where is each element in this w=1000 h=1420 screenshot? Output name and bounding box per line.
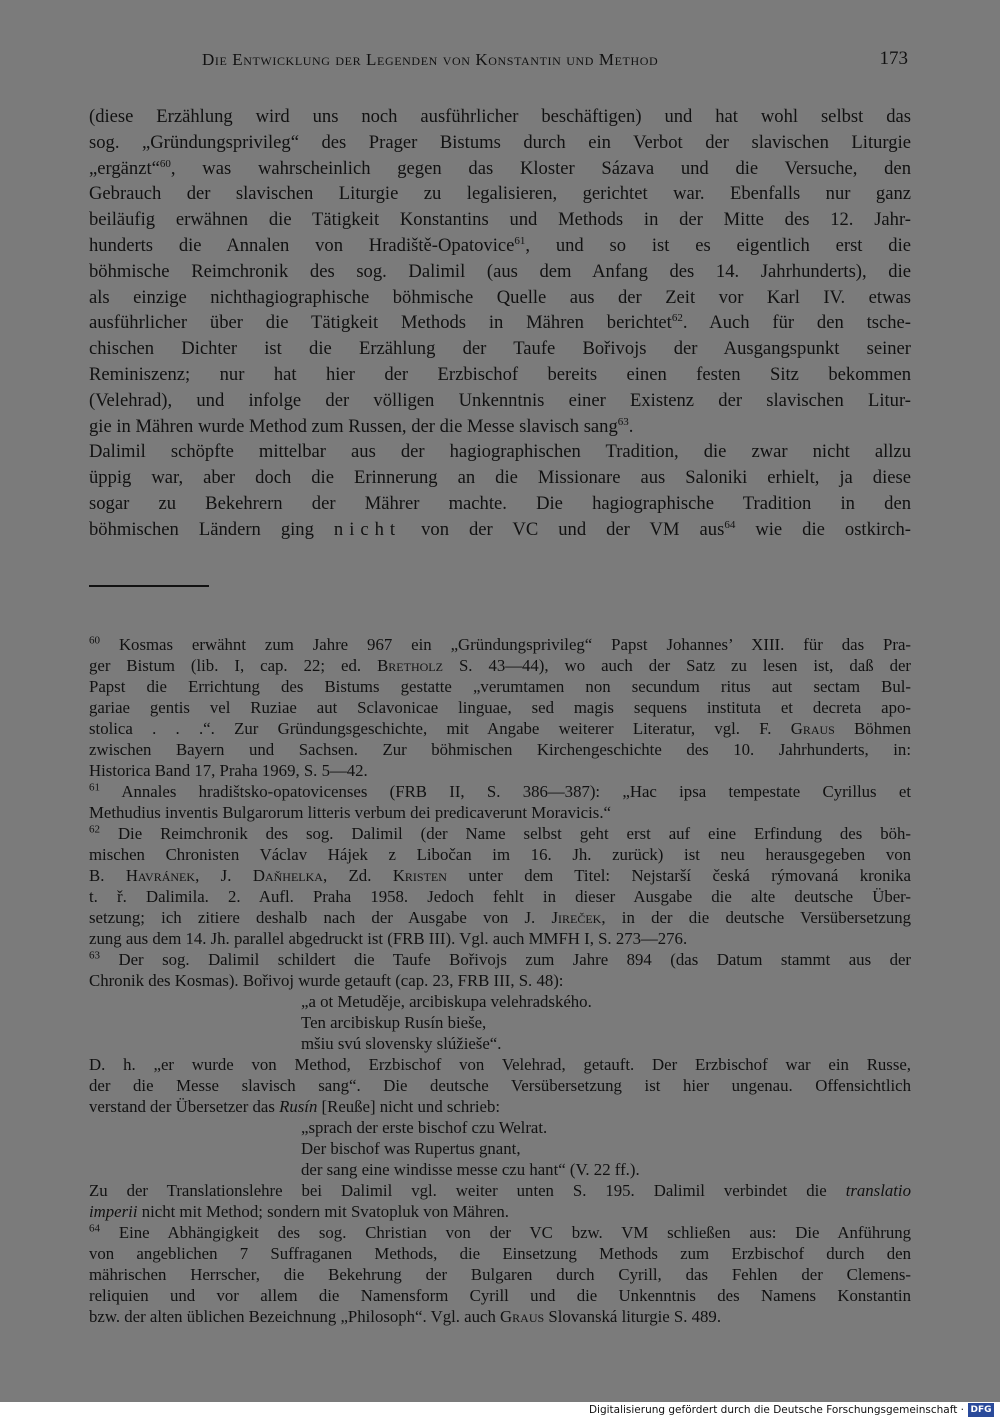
note-line: ger Bistum (lib. I, cap. 22; ed. Bretholz S. 43—44), wo auch der Satz zu lesen ist, daß der	[89, 656, 912, 675]
footnote-number: 60	[89, 634, 100, 647]
text-line: sogar zu Bekehrern der Mährer machte. Die hagiographische Tradition in den	[89, 492, 911, 514]
footnote-number: 64	[89, 1222, 100, 1235]
funding-note: Digitalisierung gefördert durch die Deutsche Forschungsgemeinschaft ·	[588, 1404, 964, 1416]
footnote-number: 63	[89, 949, 100, 962]
footnote-number: 62	[89, 823, 100, 836]
paragraph-1	[89, 104, 911, 439]
text-line: „ergänzt“$^{60}$, was wahrscheinlich gegen das Kloster Sázava und die Versuche, den	[89, 157, 911, 179]
note-line: imperii nicht mit Method; sondern mit Svatopluk von Mähren.	[89, 1202, 509, 1221]
note-line: von angeblichen 7 Suffraganen Methods, die Einsetzung Methods zum Erzbischof durch den	[89, 1244, 911, 1263]
footnote-62	[89, 823, 911, 949]
footnote-ref[interactable]: 60	[159, 157, 171, 170]
main-text	[89, 104, 911, 543]
text-line: hunderts die Annalen von Hradiště-Opatovice$^{61}$, und so ist es eigentlich erst die	[89, 234, 911, 256]
running-header	[180, 48, 910, 74]
text-line: (diese Erzählung wird uns noch ausführlicher beschäftigen) und hat wohl selbst das	[89, 106, 911, 127]
page-number: 173	[879, 48, 908, 69]
text-line: Dalimil schöpfte mittelbar aus der hagiographischen Tradition, die zwar nicht allzu	[89, 441, 911, 463]
note-line: B. Havránek, J. Daňhelka, Zd. Kristen unter dem Titel: Nejstarší česká rýmovaná kronika	[89, 866, 911, 885]
dfg-logo: DFG	[968, 1403, 994, 1417]
note-line: gariae gentis vel Ruziae aut Sclavonicae linguae, sed magis sequens instituta et decreta apo-	[89, 698, 911, 717]
footnote-ref[interactable]: 61	[514, 234, 526, 247]
text-line: gie in Mähren wurde Method zum Russen, der die Messe slavisch sang$^{63}$.	[89, 415, 634, 437]
verse-line: Ten arcibiskup Rusín bieše,	[301, 1013, 487, 1032]
text-line: ausführlicher über die Tätigkeit Methods in Mähren berichtet$^{62}$. Auch für den tsche-	[89, 312, 912, 334]
note-line: $^{64}$ Eine Abhängigkeit des sog. Christian von der VC bzw. VM schließen aus: Die Anführung	[89, 1222, 911, 1242]
text-line: (Velehrad), und infolge der völligen Unkenntnis einer Existenz der slavischen Litur-	[89, 389, 911, 411]
text-line: üppig war, aber doch die Erinnerung an die Missionare aus Saloniki erhielt, ja diese	[89, 467, 911, 489]
note-line: zung aus dem 14. Jh. parallel abgedruckt ist (FRB III). Vgl. auch MMFH I, S. 273—276.	[89, 929, 688, 948]
footnote-61	[89, 781, 911, 823]
note-line: bzw. der alten üblichen Bezeichnung „Philosoph“. Vgl. auch Graus Slovanská liturgie S. 489.	[89, 1307, 722, 1326]
text-line: sog. „Gründungsprivileg“ des Prager Bistums durch ein Verbot der slavischen Liturgie	[89, 131, 911, 153]
verse-line: mšiu svú slovensky slúžieše“.	[301, 1034, 502, 1053]
footnote-63	[89, 949, 911, 1222]
note-line: $^{63}$ Der sog. Dalimil schildert die Taufe Bořivojs zum Jahre 894 (das Datum stammt aus der	[89, 949, 911, 969]
emphasis-spaced: nicht	[333, 518, 402, 540]
verse-line: Der bischof was Rupertus gnant,	[301, 1139, 521, 1158]
footnote-number: 61	[89, 781, 100, 794]
note-line: reliquien und vor allem die Namensform Cyrill und die Unkenntnis des Namens Konstantin	[89, 1286, 911, 1305]
text-line: böhmische Reimchronik des sog. Dalimil (aus dem Anfang des 14. Jahrhunderts), die	[89, 260, 911, 282]
footnote-ref[interactable]: 62	[671, 312, 683, 325]
note-line: setzung; ich zitiere deshalb nach der Ausgabe von J. Jireček, in der die deutsche Versübersetzung	[89, 908, 911, 927]
verse-line: „sprach der erste bischof czu Welrat.	[301, 1118, 548, 1137]
note-line: mischen Chronisten Václav Hájek z Libočan im 16. Jh. zurück) ist neu herausgegeben von	[89, 845, 911, 864]
note-line: Zu der Translationslehre bei Dalimil vgl. weiter unten S. 195. Dalimil verbindet die translatio	[89, 1181, 911, 1200]
footnote-64	[89, 1222, 911, 1327]
note-line: Papst die Errichtung des Bistums gestatte „verumtamen non secundum ritus aut sectam Bul-	[89, 677, 911, 696]
note-line: Historica Band 17, Praha 1969, S. 5—42.	[89, 761, 368, 780]
note-line: verstand der Übersetzer das Rusín [Reuße] nicht und schrieb:	[89, 1097, 501, 1116]
note-line: t. ř. Dalimila. 2. Aufl. Praha 1958. Jedoch fehlt in dieser Ausgabe die alte deutsche Über-	[89, 887, 911, 906]
footnote-separator	[89, 585, 209, 587]
note-line: Methudius inventis Bulgarorum litteris verbum dei predicaverunt Moravicis.“	[89, 803, 611, 822]
note-line: stolica . . .“. Zur Gründungsgeschichte, mit Angabe weiterer Literatur, vgl. F. Graus Böhmen	[89, 719, 911, 738]
note-line: D. h. „er wurde von Method, Erzbischof von Velehrad, getauft. Der Erzbischof war ein Russe,	[89, 1055, 911, 1074]
text-line: als einzige nichthagiographische böhmische Quelle aus der Zeit vor Karl IV. etwas	[89, 286, 911, 308]
note-line: $^{60}$ Kosmas erwähnt zum Jahre 967 ein „Gründungsprivileg“ Papst Johannes’ XIII. für das Pra-	[89, 634, 912, 654]
verse-line: „a ot Metuděje, arcibiskupa velehradského.	[301, 992, 592, 1011]
note-line: Chronik des Kosmas). Bořivoj wurde getauft (cap. 23, FRB III, S. 48):	[89, 971, 564, 990]
text-line: beiläufig erwähnen die Tätigkeit Konstantins und Methods in der Mitte des 12. Jahr-	[89, 209, 911, 231]
note-line: $^{62}$ Die Reimchronik des sog. Dalimil (der Name selbst geht erst auf eine Erfindung des böh-	[89, 823, 911, 843]
verse-line: der sang eine windisse messe czu hant“ (V. 22 ff.).	[301, 1160, 640, 1179]
note-line: $^{61}$ Annales hradištsko-opatovicenses (FRB II, S. 386—387): „Hac ipsa tempestate Cyrillus et	[89, 781, 911, 801]
text-line: böhmischen Ländern ging nicht von der VC und der VM aus$^{64}$ wie die ostkirch-	[89, 518, 911, 540]
footnote-60	[89, 634, 911, 781]
footnote-ref[interactable]: 63	[617, 415, 629, 428]
note-line: mährischen Herrscher, die Bekehrung der Bulgaren durch Cyrill, das Fehlen der Clemens-	[89, 1265, 911, 1284]
paragraph-2	[89, 439, 911, 542]
running-title: Die Entwicklung der Legenden von Konstantin und Method	[202, 50, 659, 69]
footnotes	[89, 634, 911, 1327]
text-line: Gebrauch der slavischen Liturgie zu legalisieren, gerichtet war. Ebenfalls nur ganz	[89, 183, 911, 205]
text-line: Reminiszenz; nur hat hier der Erzbischof bereits einen festen Sitz bekommen	[89, 363, 911, 385]
footnote-ref[interactable]: 64	[724, 518, 736, 531]
text-line: chischen Dichter ist die Erzählung der Taufe Bořivojs der Ausgangspunkt seiner	[89, 338, 911, 360]
note-line: zwischen Bayern und Sachsen. Zur böhmischen Kirchengeschichte des 10. Jahrhunderts, in:	[89, 740, 911, 759]
note-line: der die Messe slavisch sang“. Die deutsche Versübersetzung ist hier ungenau. Offensichtlich	[89, 1076, 911, 1095]
